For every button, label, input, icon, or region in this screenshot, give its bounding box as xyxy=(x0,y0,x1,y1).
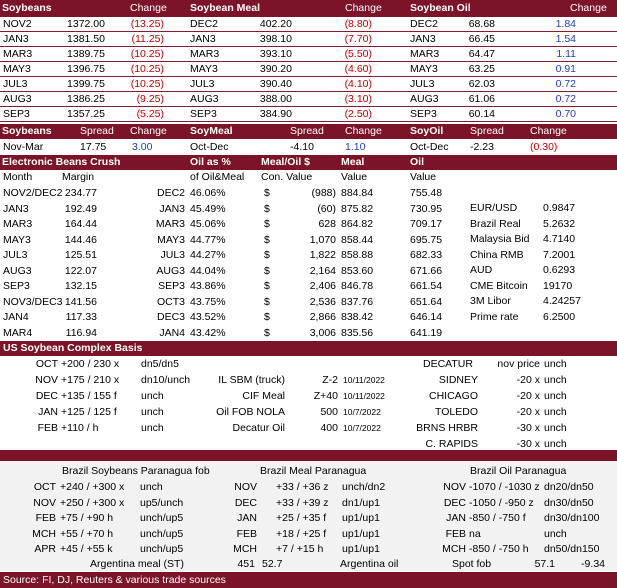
crush-margin: 125.51 xyxy=(64,249,97,261)
brazil-divider xyxy=(0,450,617,461)
fx-label: China RMB xyxy=(470,248,524,261)
crush-oil-value: 755.48 xyxy=(410,187,443,199)
crush-oil-value: 730.95 xyxy=(410,202,443,215)
brazil-oil-value: -850 / -750 f xyxy=(469,512,526,524)
crush-meal-value: 884.84 xyxy=(341,187,374,199)
crush-currency: $ xyxy=(264,249,270,261)
soybean-change: (11.25) xyxy=(131,33,164,45)
fx-value: 4.7140 xyxy=(543,233,576,245)
soymeal-change-header: Change xyxy=(345,2,382,14)
crush-month2: DEC2 xyxy=(156,187,185,199)
brazil-oil-month: FEB xyxy=(445,527,466,540)
soymeal-change: (2.50) xyxy=(344,108,372,120)
crush-oil-pct: 43.75% xyxy=(190,295,226,308)
crush-month2: SEP3 xyxy=(158,280,185,292)
crush-oil-value: 651.64 xyxy=(410,295,443,308)
basis-location-value: -20 x xyxy=(516,390,540,402)
soybean-price: 1386.25 xyxy=(67,93,105,105)
soybeans-change-header: Change xyxy=(130,2,167,14)
soybean-price: 1357.25 xyxy=(67,108,105,120)
basis-value: +125 / 125 f xyxy=(61,406,117,418)
brazil-meal-change: up1/up1 xyxy=(342,512,380,524)
soymeal-change: (4.10) xyxy=(344,78,372,90)
crush-oil-value: 646.14 xyxy=(410,311,443,323)
brazil-oil-value: -1070 / -1030 z xyxy=(469,481,540,493)
spread-soyoil-change-header: Change xyxy=(530,125,567,137)
brazil-oil-value: na xyxy=(469,527,481,540)
brazil-meal-month: NOV xyxy=(234,481,257,493)
brazil-soy-change: unch/up5 xyxy=(140,543,184,555)
soymeal-month: JAN3 xyxy=(190,33,216,45)
crush-month: NOV3/DEC3 xyxy=(3,295,63,308)
crush-margin: 132.15 xyxy=(64,280,97,292)
basis-location-change: unch xyxy=(544,406,567,418)
crush-month: MAR3 xyxy=(3,218,33,230)
basis-value: +135 / 155 f xyxy=(61,390,117,402)
spread-soybeans-header: Soybeans xyxy=(2,125,52,137)
brazil-soy-month: APR xyxy=(34,543,56,555)
crush-margin-label: Margin xyxy=(62,171,95,183)
basis-location-value: -30 x xyxy=(516,438,540,450)
brazil-oil-value: -1050 / -950 z xyxy=(469,496,534,509)
soybean-month: NOV2 xyxy=(3,18,32,30)
brazil-soy-title: Brazil Soybeans Paranagua fob xyxy=(62,465,210,477)
spread-soyoil-label: Oct-Dec xyxy=(410,141,449,153)
fx-label: Brazil Real xyxy=(470,217,521,230)
crush-currency: $ xyxy=(264,202,270,215)
fx-label: AUD xyxy=(470,264,493,276)
crush-margin: 164.44 xyxy=(64,218,97,230)
brazil-soy-value: +240 / +300 x xyxy=(60,481,125,493)
crush-month2: AUG3 xyxy=(156,264,185,277)
brazil-oil-month: JAN xyxy=(446,512,466,524)
soyoil-price: 61.06 xyxy=(468,93,495,105)
basis-product: IL SBM (truck) xyxy=(218,374,285,386)
basis-change: unch xyxy=(141,390,164,402)
spread-soyoil-header: SoyOil xyxy=(410,125,444,137)
crush-month2: JUL3 xyxy=(160,249,185,261)
soyoil-month: MAR3 xyxy=(410,48,440,60)
soymeal-price: 384.90 xyxy=(259,108,292,120)
soyoil-change-header: Change xyxy=(570,2,607,14)
crush-currency: $ xyxy=(264,233,270,246)
basis-title: US Soybean Complex Basis xyxy=(3,342,143,354)
soymeal-price: 390.20 xyxy=(259,63,292,75)
soybean-price: 1396.75 xyxy=(67,63,105,75)
crush-month: SEP3 xyxy=(3,280,30,292)
crush-oil-value-label: Value xyxy=(410,171,437,183)
fx-value: 4.24257 xyxy=(543,295,581,307)
crush-convalue-label: Con. Value xyxy=(261,171,313,183)
soymeal-month: MAR3 xyxy=(190,48,220,60)
spread-soybeans-change-header: Change xyxy=(130,125,167,137)
brazil-oil-month: NOV xyxy=(443,481,466,493)
brazil-meal-value: +33 / +36 z xyxy=(276,481,329,493)
crush-month2: JAN3 xyxy=(159,202,185,215)
basis-month: JAN xyxy=(38,406,58,418)
soyoil-month: AUG3 xyxy=(410,93,439,105)
soyoil-price: 66.45 xyxy=(468,33,495,45)
basis-date: 10/11/2022 xyxy=(343,375,385,385)
soyoil-price: 64.47 xyxy=(468,48,495,60)
soyoil-price: 63.25 xyxy=(468,63,495,75)
basis-product: Oil FOB NOLA xyxy=(216,406,285,418)
basis-month: DEC xyxy=(35,390,58,402)
spread-soymeal-label: Oct-Dec xyxy=(190,141,229,153)
brazil-meal-change: dn1/up1 xyxy=(342,496,380,509)
soymeal-change: (4.60) xyxy=(344,63,372,75)
basis-location-change: unch xyxy=(544,438,567,450)
spot-fob-label: Spot fob xyxy=(452,558,492,570)
spread-soyoil-spread-header: Spread xyxy=(470,125,504,137)
brazil-meal-change: unch/dn2 xyxy=(342,481,386,493)
soybean-month: JAN3 xyxy=(3,33,29,45)
basis-product: Decatur Oil xyxy=(232,422,285,434)
crush-margin: 141.56 xyxy=(64,295,97,308)
soyoil-change: 0.72 xyxy=(555,93,576,105)
brazil-meal-month: FEB xyxy=(236,527,257,540)
brazil-meal-value: +7 / +15 h xyxy=(276,543,324,555)
crush-month2: JAN4 xyxy=(159,326,185,339)
soymeal-header: Soybean Meal xyxy=(190,2,261,14)
basis-product-value: 500 xyxy=(320,406,338,418)
brazil-oil-change: dn50/dn150 xyxy=(544,543,600,555)
basis-date: 10/7/2022 xyxy=(343,423,381,433)
basis-month: NOV xyxy=(35,374,58,386)
crush-meal-value: 846.78 xyxy=(341,280,374,292)
crush-meal-value: 864.82 xyxy=(341,218,374,230)
source-text: Source: FI, DJ, Reuters & various trade sources xyxy=(3,574,226,586)
crush-margin: 234.77 xyxy=(64,187,97,199)
crush-of-oilmeal-label: of Oil&Meal xyxy=(190,171,245,183)
crush-month: JAN3 xyxy=(3,202,29,215)
basis-right-location: DECATUR xyxy=(423,358,473,370)
crush-oilpct-header: Oil as % xyxy=(190,156,231,168)
crush-oil-pct: 44.27% xyxy=(190,249,226,261)
fx-label: Prime rate xyxy=(470,310,519,323)
argentina-meal-value2: 52.7 xyxy=(262,558,283,570)
crush-meal-value: 858.44 xyxy=(341,233,374,246)
spot-fob-value: 57.1 xyxy=(534,558,555,570)
soyoil-change: 0.70 xyxy=(555,108,576,120)
spread-soybeans-change: 3.00 xyxy=(132,141,153,153)
crush-currency: $ xyxy=(264,295,270,308)
soymeal-month: DEC2 xyxy=(190,18,219,30)
brazil-soy-value: +55 / +70 h xyxy=(60,527,114,540)
basis-value: +110 / h xyxy=(61,422,99,434)
soymeal-month: JUL3 xyxy=(190,78,215,90)
spot-fob-value2: -9.34 xyxy=(581,558,605,570)
basis-value: +175 / 210 x xyxy=(61,374,120,386)
brazil-oil-change: dn30/dn100 xyxy=(544,512,600,524)
fx-label: Malaysia Bid xyxy=(470,233,530,245)
soymeal-price: 388.00 xyxy=(259,93,292,105)
crush-con-value: (60) xyxy=(317,202,336,215)
crush-con-value: 3,006 xyxy=(309,326,336,339)
crush-oil-pct: 43.52% xyxy=(190,311,226,323)
basis-location: BRNS HRBR xyxy=(416,422,478,434)
crush-margin: 117.33 xyxy=(65,311,97,323)
crush-meal-value: 837.76 xyxy=(341,295,374,308)
brazil-meal-month: MCH xyxy=(233,543,257,555)
basis-right-change: unch xyxy=(544,358,567,370)
crush-oil-value: 682.33 xyxy=(410,249,443,261)
crush-month2: MAY3 xyxy=(157,233,185,246)
soyoil-change: 0.91 xyxy=(555,63,576,75)
fx-label: EUR/USD xyxy=(470,202,518,214)
spread-soyoil-change: (0.30) xyxy=(530,141,558,153)
soymeal-month: SEP3 xyxy=(190,108,217,120)
brazil-oil-month: DEC xyxy=(443,496,466,509)
crush-month2: DEC3 xyxy=(156,311,185,323)
soybean-change: (10.25) xyxy=(130,63,164,75)
soymeal-price: 390.40 xyxy=(259,78,292,90)
soymeal-price: 402.20 xyxy=(259,18,292,30)
crush-con-value: 2,164 xyxy=(309,264,336,277)
brazil-soy-month: MCH xyxy=(32,527,56,540)
argentina-meal-label: Argentina meal (ST) xyxy=(90,558,184,570)
spread-soymeal-spread-header: Spread xyxy=(290,125,324,137)
brazil-meal-title: Brazil Meal Paranagua xyxy=(260,465,367,477)
fx-value: 0.6293 xyxy=(543,264,576,276)
soyoil-month: MAY3 xyxy=(410,63,438,75)
soyoil-change: 1.54 xyxy=(555,33,576,45)
basis-location-change: unch xyxy=(544,374,567,386)
crush-con-value: 2,536 xyxy=(309,295,336,308)
crush-margin: 192.49 xyxy=(64,202,97,215)
basis-date: 10/11/2022 xyxy=(343,391,385,401)
brazil-meal-month: JAN xyxy=(237,512,257,524)
spread-soymeal-header: SoyMeal xyxy=(190,125,233,137)
crush-oil-pct: 45.49% xyxy=(190,202,226,215)
fx-value: 5.2632 xyxy=(543,217,576,230)
soybean-month: AUG3 xyxy=(3,93,32,105)
soybean-month: MAR3 xyxy=(3,48,33,60)
brazil-soy-value: +45 / +55 k xyxy=(60,543,113,555)
basis-month: OCT xyxy=(35,358,58,370)
soymeal-change: (3.10) xyxy=(344,93,372,105)
basis-date: 10/7/2022 xyxy=(343,407,381,417)
brazil-meal-value: +18 / +25 f xyxy=(276,527,327,540)
futures-header xyxy=(0,0,617,17)
crush-month: JAN4 xyxy=(3,311,29,323)
crush-margin: 116.94 xyxy=(65,326,97,339)
crush-month: MAR4 xyxy=(3,326,33,339)
brazil-oil-value: -850 / -750 h xyxy=(469,543,529,555)
crush-oil-pct: 43.86% xyxy=(190,280,226,292)
soymeal-month: MAY3 xyxy=(190,63,218,75)
argentina-meal-value: 451 xyxy=(237,558,255,570)
brazil-meal-change: up1/up1 xyxy=(342,527,380,540)
crush-currency: $ xyxy=(264,280,270,292)
crush-meal-value: 853.60 xyxy=(341,264,374,277)
soyoil-month: SEP3 xyxy=(410,108,437,120)
row-divider xyxy=(0,121,617,122)
crush-month2: OCT3 xyxy=(156,295,185,308)
soybean-price: 1381.50 xyxy=(67,33,105,45)
crush-con-value: (988) xyxy=(311,187,336,199)
soyoil-change: 1.11 xyxy=(556,48,576,60)
basis-value: +200 / 230 x xyxy=(61,358,120,370)
crush-meal-value: 838.42 xyxy=(341,311,374,323)
crush-meal-value: 835.56 xyxy=(341,326,374,339)
crush-oil-value: 695.75 xyxy=(410,233,443,246)
soybeans-header: Soybeans xyxy=(2,2,52,14)
basis-location-value: -20 x xyxy=(516,374,540,386)
brazil-soy-change: unch/up5 xyxy=(140,527,184,540)
crush-month-label: Month xyxy=(3,171,33,183)
basis-location-value: -30 x xyxy=(516,422,540,434)
spread-soybeans-spread-header: Spread xyxy=(80,125,114,137)
crush-con-value: 2,406 xyxy=(309,280,336,292)
crush-margin: 122.07 xyxy=(64,264,97,277)
brazil-soy-month: NOV xyxy=(33,496,56,509)
soyoil-price: 68.68 xyxy=(468,18,495,30)
brazil-soy-value: +250 / +300 x xyxy=(60,496,125,509)
brazil-meal-value: +33 / +39 z xyxy=(276,496,329,509)
crush-con-value: 628 xyxy=(318,218,336,230)
crush-oil-value: 671.66 xyxy=(410,264,443,277)
crush-margin: 144.46 xyxy=(64,233,97,246)
basis-product-value: Z+40 xyxy=(313,390,338,402)
spread-soymeal-value: -4.10 xyxy=(290,141,314,153)
crush-title: Electronic Beans Crush xyxy=(2,156,121,168)
spread-soymeal-change-header: Change xyxy=(345,125,382,137)
brazil-oil-month: MCH xyxy=(442,543,466,555)
soybean-change: (13.25) xyxy=(130,18,164,30)
basis-product-value: Z-2 xyxy=(322,374,338,386)
fx-value: 7.2001 xyxy=(543,248,576,261)
crush-oil-pct: 46.06% xyxy=(190,187,226,199)
crush-currency: $ xyxy=(264,326,270,339)
basis-month: FEB xyxy=(37,422,58,434)
crush-con-value: 2,866 xyxy=(309,311,336,323)
brazil-soy-change: unch/up5 xyxy=(140,512,184,524)
crush-oil-value: 709.17 xyxy=(410,218,443,230)
crush-month2: MAR3 xyxy=(155,218,185,230)
basis-location-value: -20 x xyxy=(516,406,540,418)
basis-location: TOLEDO xyxy=(435,406,478,418)
crush-oil-header: Oil xyxy=(410,156,425,168)
soymeal-price: 398.10 xyxy=(259,33,292,45)
soyoil-price: 60.14 xyxy=(468,108,495,120)
spread-soybeans-value: 17.75 xyxy=(80,141,107,153)
spread-soybeans-label: Nov-Mar xyxy=(3,141,44,153)
soyoil-month: JUL3 xyxy=(410,78,435,90)
crush-month: MAY3 xyxy=(3,233,31,246)
fx-label: 3M Libor xyxy=(470,295,511,307)
fx-value: 6.2500 xyxy=(543,310,576,323)
crush-meal-header: Meal xyxy=(341,156,365,168)
basis-location-change: unch xyxy=(544,390,567,402)
basis-change: unch xyxy=(141,406,164,418)
soymeal-change: (7.70) xyxy=(344,33,372,45)
basis-location-change: unch xyxy=(544,422,567,434)
soybean-month: MAY3 xyxy=(3,63,31,75)
brazil-meal-month: DEC xyxy=(234,496,257,509)
brazil-soy-change: unch xyxy=(140,481,163,493)
brazil-oil-change: unch xyxy=(544,527,567,540)
crush-currency: $ xyxy=(264,218,270,230)
basis-product-value: 400 xyxy=(320,422,338,434)
brazil-oil-title: Brazil Oil Paranagua xyxy=(470,465,567,477)
crush-meal-value: 858.88 xyxy=(341,249,374,261)
soymeal-change: (5.50) xyxy=(344,48,372,60)
crush-month: JUL3 xyxy=(3,249,28,261)
crush-oil-pct: 44.77% xyxy=(190,233,226,246)
soybean-month: JUL3 xyxy=(3,78,28,90)
soybean-month: SEP3 xyxy=(3,108,30,120)
brazil-oil-change: dn20/dn50 xyxy=(544,481,594,493)
soyoil-header: Soybean Oil xyxy=(410,2,471,14)
brazil-soy-change: up5/unch xyxy=(140,496,184,509)
soyoil-change: 1.84 xyxy=(555,18,576,30)
soyoil-price: 62.03 xyxy=(468,78,495,90)
fx-label: CME Bitcoin xyxy=(470,279,528,292)
soymeal-month: AUG3 xyxy=(190,93,219,105)
soybean-change: (9.25) xyxy=(136,93,164,105)
spread-soymeal-change: 1.10 xyxy=(345,141,366,153)
soybean-price: 1399.75 xyxy=(67,78,105,90)
basis-change: dn5/dn5 xyxy=(141,358,179,370)
crush-meal-value: 875.82 xyxy=(341,202,374,215)
fx-value: 0.9847 xyxy=(543,202,576,214)
crush-oil-pct: 44.04% xyxy=(190,264,226,277)
brazil-soy-month: FEB xyxy=(35,512,56,524)
soybean-change: (5.25) xyxy=(136,108,164,120)
argentina-oil-label: Argentina oil xyxy=(340,558,399,570)
crush-month: AUG3 xyxy=(3,264,32,277)
fx-value: 19170 xyxy=(543,279,573,292)
crush-currency: $ xyxy=(264,187,270,199)
crush-month: NOV2/DEC2 xyxy=(3,187,63,199)
brazil-oil-change: dn30/dn50 xyxy=(544,496,594,509)
crush-oil-pct: 43.42% xyxy=(190,326,226,339)
brazil-soy-month: OCT xyxy=(33,481,56,493)
crush-currency: $ xyxy=(264,264,270,277)
brazil-meal-value: +25 / +35 f xyxy=(276,512,327,524)
soybean-price: 1372.00 xyxy=(67,18,105,30)
soymeal-price: 393.10 xyxy=(259,48,292,60)
crush-oil-pct: 45.06% xyxy=(190,218,226,230)
soyoil-change: 0.72 xyxy=(555,78,576,90)
basis-right-value: nov price xyxy=(497,358,540,370)
crush-oil-value: 661.54 xyxy=(410,280,443,292)
soyoil-month: JAN3 xyxy=(410,33,436,45)
crush-meal-value-label: Value xyxy=(341,171,368,183)
brazil-meal-change: up1/up1 xyxy=(342,543,380,555)
basis-change: dn10/unch xyxy=(141,374,191,386)
crush-oil-value: 641.19 xyxy=(410,326,443,339)
crush-mealoil-header: Meal/Oil $ xyxy=(261,156,311,168)
spread-soyoil-value: -2.23 xyxy=(470,141,494,153)
soybean-change: (10.25) xyxy=(130,48,164,60)
soybean-change: (10.25) xyxy=(130,78,164,90)
basis-location: C. RAPIDS xyxy=(425,438,478,450)
soyoil-month: DEC2 xyxy=(410,18,439,30)
crush-con-value: 1,822 xyxy=(309,249,336,261)
basis-product: CIF Meal xyxy=(242,390,285,402)
crush-currency: $ xyxy=(264,311,270,323)
basis-location: SIDNEY xyxy=(438,374,478,386)
basis-change: unch xyxy=(141,422,164,434)
soymeal-change: (8.80) xyxy=(344,18,372,30)
basis-location: CHICAGO xyxy=(428,390,478,402)
crush-con-value: 1,070 xyxy=(309,233,336,246)
soybean-price: 1389.75 xyxy=(67,48,105,60)
brazil-soy-value: +75 / +90 h xyxy=(60,512,114,524)
